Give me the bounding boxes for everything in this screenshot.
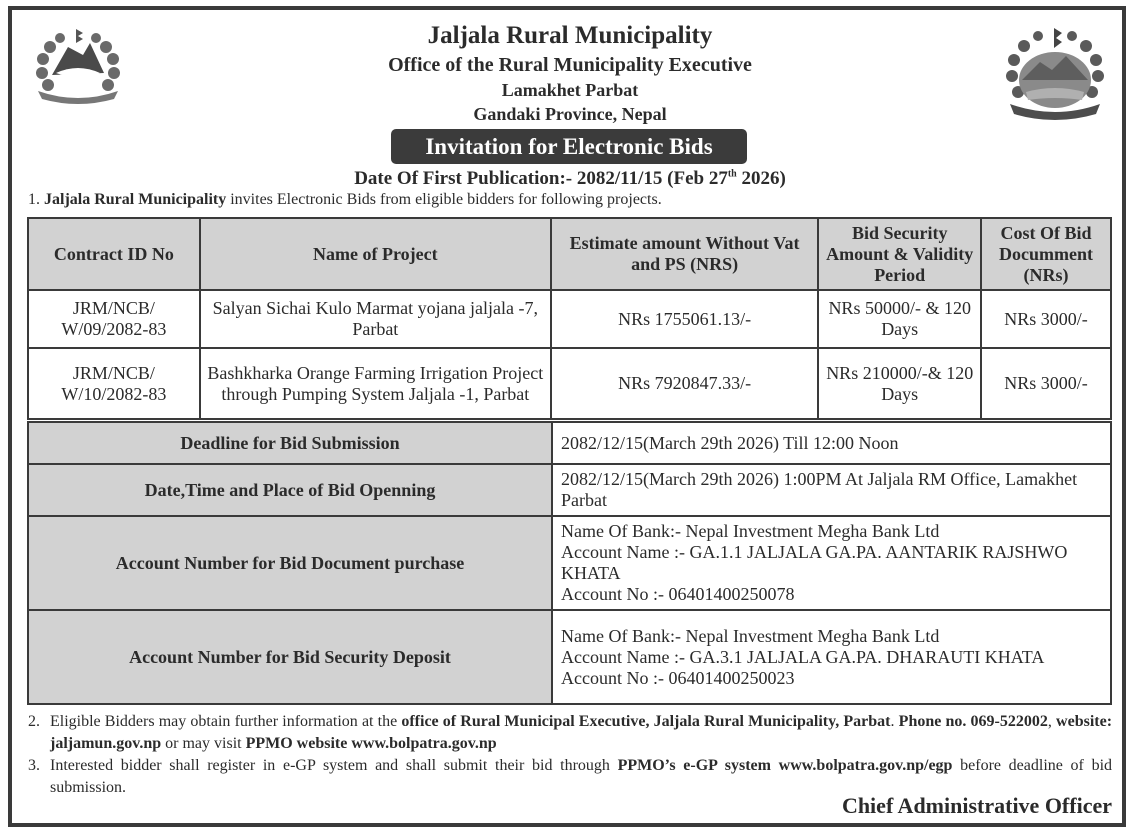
ppmo-website-link[interactable]: PPMO website www.bolpatra.gov.np [245,735,497,752]
info-row-opening [28,464,1111,516]
municipality-website-link[interactable]: website: jaljamun.gov.np [50,713,1113,752]
info-row-security-account [28,610,1111,704]
publication-date-text: Date Of First Publication:- 2082/11/15 (Feb 27 [354,168,728,189]
note-text-part: before deadline of bid submission. [50,757,1113,796]
office-reference: office of Rural Municipal Executive, Jaljala Rural Municipality, Parbat [401,713,891,730]
note-text-part: , [1047,713,1057,730]
doc-account-name: Account Name :- GA.1.1 JALJALA GA.PA. AANTARIK RAJSHWO KHATA [561,542,1068,583]
estimate-amount: NRs 7920847.33/- [551,348,818,419]
phone-number: Phone no. 069-522002 [898,713,1048,730]
table-row [28,290,1111,348]
address-line-2: Gandaki Province, Nepal [473,104,667,124]
security-account-number: Account No :- 06401400250023 [561,667,795,688]
deadline-value: 2082/12/15(March 29th 2026) Till 12:00 Noon [552,422,1111,464]
opening-label: Date,Time and Place of Bid Openning [28,464,552,516]
opening-value: 2082/12/15(March 29th 2026) 1:00PM At Jaljala RM Office, Lamakhet Parbat [552,464,1111,516]
note-number: 3. [28,757,40,774]
doc-account-label: Account Number for Bid Document purchase [28,516,552,610]
signatory-title: Chief Administrative Officer [841,793,1112,818]
note-text [50,711,1112,755]
col-bid-security: Bid Security Amount & Validity Period [818,218,981,290]
project-name: Salyan Sichai Kulo Marmat yojana jaljala -7, Parbat [200,290,551,348]
intro-text: invites Electronic Bids from eligible bidders for following projects. [226,191,662,208]
bid-security: NRs 210000/-& 120 Days [818,348,981,419]
deadline-label: Deadline for Bid Submission [28,422,552,464]
note-2 [28,711,1112,755]
intro-paragraph [28,191,662,209]
contract-id: JRM/NCB/ W/10/2082-83 [28,348,200,419]
publication-date-year: 2026) [736,168,786,189]
doc-account-details [552,516,1111,610]
security-account-details [552,610,1111,704]
egp-system-link[interactable]: PPMO’s e-GP system www.bolpatra.gov.np/egp [617,757,953,774]
project-name: Bashkharka Orange Farming Irrigation Project through Pumping System Jaljala -1, Parbat [200,348,551,419]
office-name: Office of the Rural Municipality Executive [388,54,752,76]
publication-date-suffix: th [727,168,737,180]
note-number: 2. [28,713,40,730]
col-estimate: Estimate amount Without Vat and PS (NRS) [551,218,818,290]
notice-title-banner: Invitation for Electronic Bids [391,129,747,164]
doc-cost: NRs 3000/- [981,348,1111,419]
bids-table [27,217,1112,420]
intro-number: 1. [28,191,40,208]
bid-info-table [27,421,1112,705]
doc-account-bank: Name Of Bank:- Nepal Investment Megha Bank Ltd [561,521,940,541]
notes-section [28,711,1112,799]
intro-bold: Jaljala Rural Municipality [44,191,227,208]
estimate-amount: NRs 1755061.13/- [551,290,818,348]
security-account-label: Account Number for Bid Security Deposit [28,610,552,704]
col-doc-cost: Cost Of Bid Documment (NRs) [981,218,1111,290]
table-row [28,348,1111,419]
note-text-part: or may visit [161,735,246,752]
bid-security: NRs 50000/- & 120 Days [818,290,981,348]
note-text-part: . [890,713,899,730]
col-contract-id: Contract ID No [28,218,200,290]
info-row-doc-account [28,516,1111,610]
doc-account-number: Account No :- 06401400250078 [561,584,795,604]
col-project-name: Name of Project [200,218,551,290]
info-row-deadline [28,422,1111,464]
address-line-1: Lamakhet Parbat [501,80,639,100]
note-text-part: Interested bidder shall register in e-GP system and shall submit their bid through [50,757,618,774]
security-account-name: Account Name :- GA.3.1 JALJALA GA.PA. DHARAUTI KHATA [561,646,1045,667]
org-name: Jaljala Rural Municipality [427,22,713,49]
contract-id: JRM/NCB/ W/09/2082-83 [28,290,200,348]
note-text-part: Eligible Bidders may obtain further information at the [50,713,402,730]
publication-date [0,168,1140,190]
security-account-bank: Name Of Bank:- Nepal Investment Megha Bank Ltd [561,625,940,646]
doc-cost: NRs 3000/- [981,290,1111,348]
bids-table-header [28,218,1111,290]
